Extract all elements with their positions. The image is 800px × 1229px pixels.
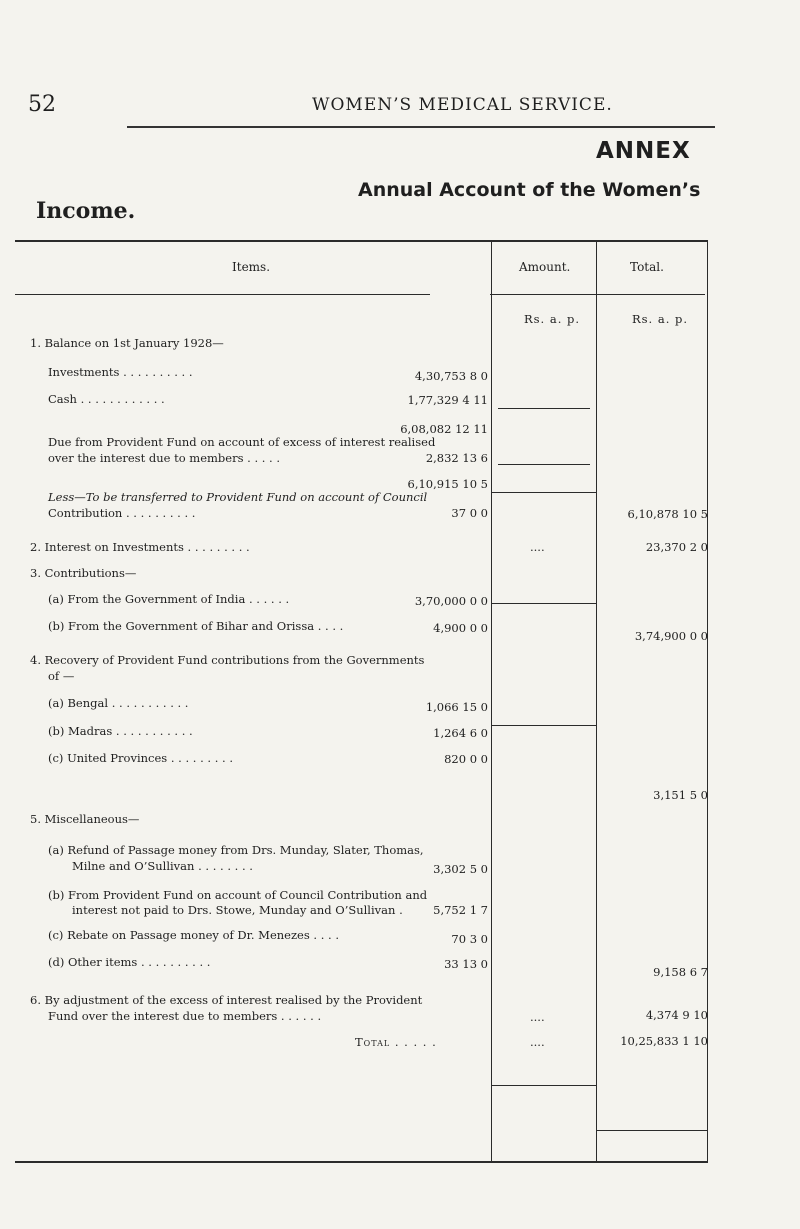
column-divider-2: [596, 242, 597, 1161]
unit-amount: Rs. a. p.: [524, 312, 581, 326]
item-label: Cash . . . . . . . . . . . .: [48, 392, 165, 406]
document-subtitle: Annual Account of the Women’s: [358, 179, 701, 201]
subtotal-rule: [492, 603, 596, 604]
total-value: 23,370 2 0: [645, 540, 708, 554]
column-divider-1: [491, 242, 492, 1161]
item-label: (a) From the Government of India . . . . . .: [48, 592, 290, 606]
total-value: 3,74,900 0 0: [634, 629, 708, 643]
item-label: (d) Other items . . . . . . . . . .: [48, 955, 211, 969]
item-label: of —: [48, 669, 75, 683]
subtotal-rule: [492, 492, 596, 493]
page-number: 52: [28, 92, 56, 117]
item-label: interest not paid to Drs. Stowe, Munday and O’Sullivan .: [72, 903, 403, 917]
item-label: over the interest due to members . . . . .: [48, 451, 281, 465]
amount-value: 2,832 13 6: [425, 451, 488, 465]
header-total: Total.: [630, 260, 664, 274]
item-label: 5. Miscellaneous—: [30, 812, 140, 826]
item-label: 2. Interest on Investments . . . . . . . . .: [30, 540, 250, 554]
amount-value: 820 0 0: [444, 752, 488, 766]
item-label: (b) Madras . . . . . . . . . . .: [48, 724, 193, 738]
amount-value: 1,066 15 0: [425, 700, 488, 714]
amount-value: 1,77,329 4 11: [407, 393, 488, 407]
amount-value: 4,900 0 0: [433, 621, 488, 635]
amount-value: ....: [530, 1035, 545, 1049]
item-label: 6. By adjustment of the excess of interest realised by the Provident: [30, 993, 423, 1007]
header-amount: Amount.: [519, 260, 571, 274]
total-value: 9,158 6 7: [653, 965, 708, 979]
amount-value: 3,302 5 0: [433, 862, 488, 876]
header-rule-total: [600, 294, 705, 295]
item-label: Less—To be transferred to Provident Fund on account of Council: [48, 490, 428, 504]
grand-total-value: 10,25,833 1 10: [620, 1034, 708, 1048]
subtotal-rule: [597, 1130, 707, 1131]
item-label: Fund over the interest due to members . . . . . .: [48, 1009, 322, 1023]
item-label: Investments . . . . . . . . . .: [48, 365, 193, 379]
total-value: 6,10,878 10 5: [627, 507, 708, 521]
amount-value: ....: [530, 540, 545, 554]
item-label: 1. Balance on 1st January 1928—: [30, 336, 224, 350]
table-bottom-rule: [15, 1161, 708, 1163]
item-label: (b) From Provident Fund on account of Council Contribution and: [48, 888, 428, 902]
header-items: Items.: [232, 260, 271, 274]
item-label: 3. Contributions—: [30, 566, 137, 580]
item-label: 4. Recovery of Provident Fund contributions from the Governments: [30, 653, 425, 667]
amount-value: 70 3 0: [451, 932, 488, 946]
amount-value: 37 0 0: [451, 506, 488, 520]
subtotal-rule: [492, 1085, 596, 1086]
item-label: (b) From the Government of Bihar and Orissa . . . .: [48, 619, 344, 633]
column-divider-3: [707, 242, 708, 1161]
amount-value: ....: [530, 1010, 545, 1024]
subtotal-rule: [498, 464, 590, 465]
header-rule-amount: [490, 294, 605, 295]
annex-title: ANNEX: [596, 138, 691, 164]
item-label: (a) Bengal . . . . . . . . . . .: [48, 696, 189, 710]
subtotal-rule: [498, 408, 590, 409]
amount-value: 33 13 0: [444, 957, 488, 971]
total-value: 3,151 5 0: [653, 788, 708, 802]
subtotal-rule: [492, 725, 596, 726]
header-rule-items: [15, 294, 430, 295]
item-label: (c) United Provinces . . . . . . . . .: [48, 751, 233, 765]
amount-value: 5,752 1 7: [433, 903, 488, 917]
item-label: Due from Provident Fund on account of excess of interest realised: [48, 435, 436, 449]
item-label: (c) Rebate on Passage money of Dr. Menezes . . . .: [48, 928, 339, 942]
amount-value: 6,10,915 10 5: [407, 477, 488, 491]
unit-total: Rs. a. p.: [632, 312, 689, 326]
amount-value: 3,70,000 0 0: [414, 594, 488, 608]
total-label: Total . . . . .: [355, 1035, 437, 1049]
top-rule: [127, 126, 715, 128]
total-value: 4,374 9 10: [645, 1008, 708, 1022]
amount-value: 1,264 6 0: [433, 726, 488, 740]
amount-value: 6,08,082 12 11: [400, 422, 488, 436]
running-head: WOMEN’S MEDICAL SERVICE.: [312, 95, 613, 115]
item-label: (a) Refund of Passage money from Drs. Munday, Slater, Thomas,: [48, 843, 424, 857]
item-label: Milne and O’Sullivan . . . . . . . .: [72, 859, 253, 873]
item-label: Contribution . . . . . . . . . .: [48, 506, 196, 520]
amount-value: 4,30,753 8 0: [414, 369, 488, 383]
income-heading: Income.: [36, 198, 136, 224]
table-top-rule: [15, 240, 708, 242]
